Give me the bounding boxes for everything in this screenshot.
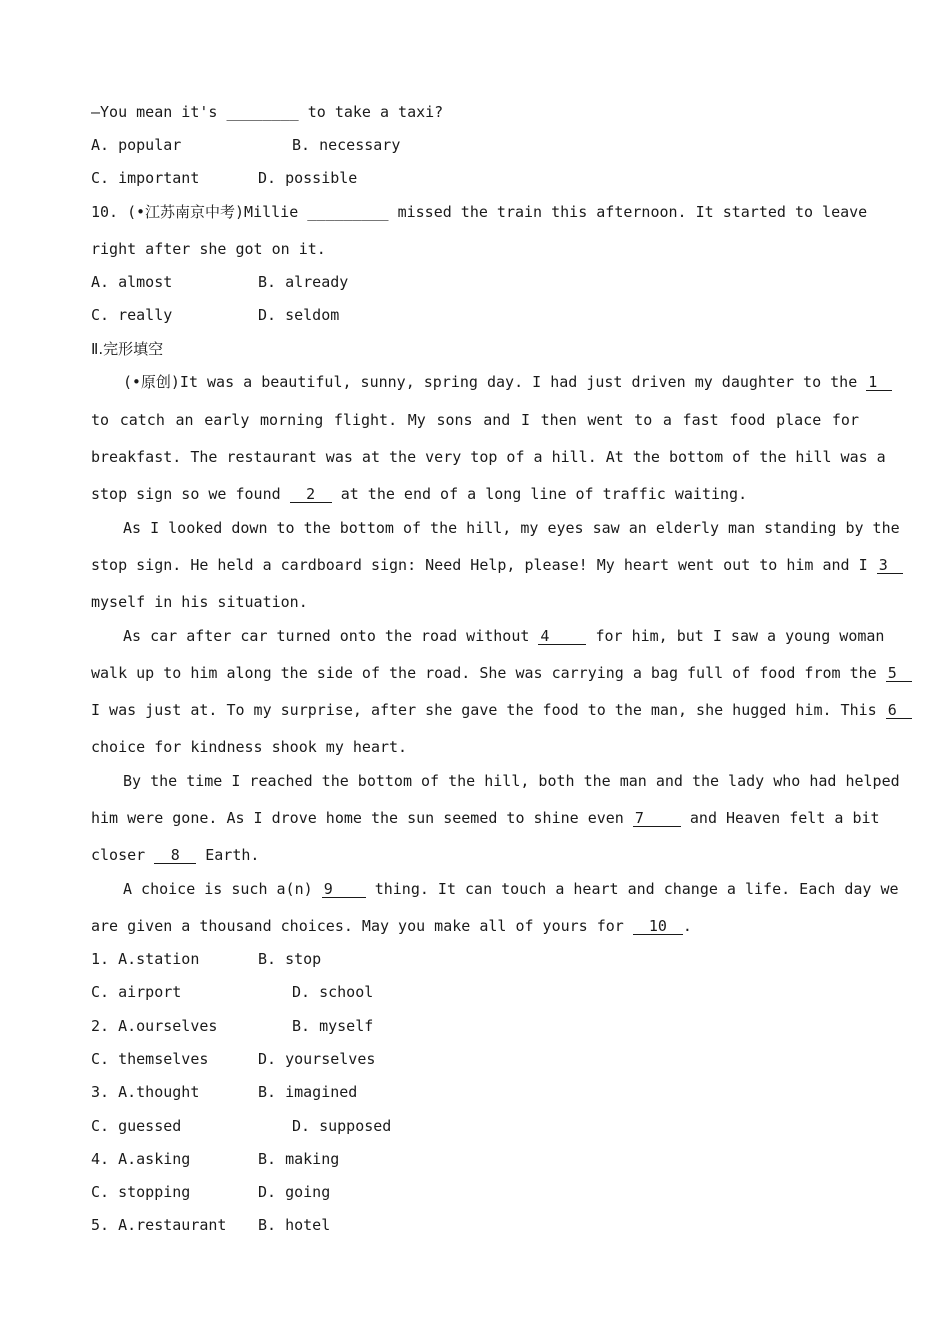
option-3c: C. guessed <box>91 1117 182 1135</box>
blank-7[interactable]: 7 <box>633 810 681 827</box>
option-1d: D. school <box>292 983 374 1001</box>
q10-stem: 10. (•江苏南京中考)Millie _________ missed the train this afternoon. It started to leave <box>91 203 868 221</box>
blank-6[interactable]: 6 <box>886 702 912 719</box>
option-4d: D. going <box>258 1183 331 1201</box>
blank-3[interactable]: 3 <box>877 557 903 574</box>
passage-p3-line2: walk up to him along the side of the road. She was carrying a bag full of food from the 5 <box>91 663 859 683</box>
option-3a: 3. A.thought <box>91 1083 200 1101</box>
q9-option-d: D. possible <box>258 169 358 187</box>
option-4c: C. stopping <box>91 1183 191 1201</box>
option-4a: 4. A.asking <box>91 1150 191 1168</box>
q10-option-c: C. really <box>91 306 173 324</box>
option-1c: C. airport <box>91 983 182 1001</box>
option-1a: 1. A.station <box>91 950 200 968</box>
passage-p3-line3: I was just at. To my surprise, after she gave the food to the man, she hugged him. This 6 <box>91 700 859 720</box>
blank-8[interactable]: 8 <box>154 847 196 864</box>
q9-option-c: C. important <box>91 169 200 187</box>
q10-option-b: B. already <box>258 273 349 291</box>
section-title: Ⅱ.完形填空 <box>91 340 164 358</box>
option-5a: 5. A.restaurant <box>91 1216 227 1234</box>
blank-5[interactable]: 5 <box>886 665 912 682</box>
option-2c: C. themselves <box>91 1050 209 1068</box>
q10-stem-line2: right after she got on it. <box>91 240 326 258</box>
passage-p2-line3: myself in his situation. <box>91 593 308 611</box>
passage-p2-line1: As I looked down to the bottom of the hill, my eyes saw an elderly man standing by the <box>123 519 900 537</box>
q9-stem: —You mean it's ________ to take a taxi? <box>91 103 444 121</box>
passage-p1-line2: to catch an early morning flight. My sons and I then went to a fast food place for <box>91 411 859 429</box>
blank-4[interactable]: 4 <box>538 628 586 645</box>
passage-p2-line2: stop sign. He held a cardboard sign: Need Help, please! My heart went out to him and I 3 <box>91 555 859 575</box>
q10-option-a: A. almost <box>91 273 173 291</box>
option-2d: D. yourselves <box>258 1050 376 1068</box>
blank-10[interactable]: 10 <box>633 918 683 935</box>
q10-blank[interactable]: _________ <box>307 203 389 221</box>
passage-p4-line2: him were gone. As I drove home the sun seemed to shine even 7 and Heaven felt a bit <box>91 809 880 827</box>
blank-1[interactable]: 1 <box>866 374 892 391</box>
passage-p3-line4: choice for kindness shook my heart. <box>91 738 408 756</box>
option-1b: B. stop <box>258 950 322 968</box>
option-3b: B. imagined <box>258 1083 358 1101</box>
option-5b: B. hotel <box>258 1216 331 1234</box>
option-4b: B. making <box>258 1150 340 1168</box>
q9-blank[interactable]: ________ <box>226 103 299 121</box>
passage-p1-line1: (•原创)It was a beautiful, sunny, spring day. I had just driven my daughter to the 1 <box>123 372 859 392</box>
blank-2[interactable]: 2 <box>290 486 332 503</box>
passage-p1-line3: breakfast. The restaurant was at the very top of a hill. At the bottom of the hill was a <box>91 448 886 466</box>
option-3d: D. supposed <box>292 1117 392 1135</box>
passage-p4-line1: By the time I reached the bottom of the hill, both the man and the lady who had helped <box>123 772 900 790</box>
option-2b: B. myself <box>292 1017 374 1035</box>
passage-p5-line1: A choice is such a(n) 9 thing. It can touch a heart and change a life. Each day we <box>123 880 899 898</box>
q9-option-a: A. popular <box>91 136 182 154</box>
option-2a: 2. A.ourselves <box>91 1017 218 1035</box>
q10-option-d: D. seldom <box>258 306 340 324</box>
passage-p3-line1: As car after car turned onto the road without 4 for him, but I saw a young woman <box>123 627 885 645</box>
q9-option-b: B. necessary <box>292 136 401 154</box>
passage-p1-line4: stop sign so we found 2 at the end of a long line of traffic waiting. <box>91 485 748 503</box>
passage-p5-line2: are given a thousand choices. May you make all of yours for 10 . <box>91 917 692 935</box>
blank-9[interactable]: 9 <box>322 881 366 898</box>
passage-p4-line3: closer 8 Earth. <box>91 846 260 864</box>
